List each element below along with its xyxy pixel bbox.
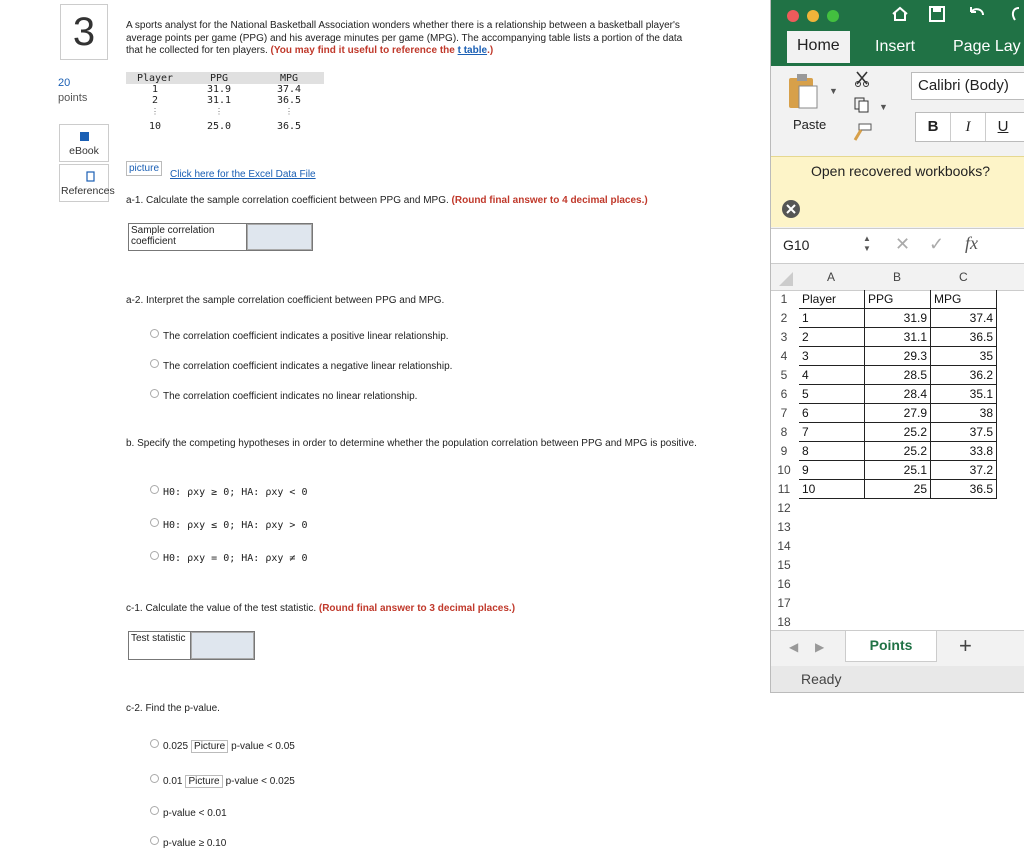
excel-titlebar bbox=[771, 0, 1024, 66]
spreadsheet-cell[interactable]: 37.4 bbox=[931, 309, 997, 328]
spreadsheet-cell[interactable]: 28.4 bbox=[865, 385, 931, 404]
undo-icon[interactable] bbox=[967, 6, 989, 22]
table-row: ⋮ ⋮ ⋮ bbox=[151, 107, 293, 116]
redo-icon[interactable] bbox=[1009, 6, 1023, 22]
column-header-a[interactable]: A bbox=[827, 270, 836, 284]
c1-answer-box bbox=[128, 631, 255, 660]
row-header[interactable]: 17 bbox=[777, 596, 791, 610]
radio-icon[interactable] bbox=[150, 485, 159, 494]
spreadsheet-cell[interactable]: 5 bbox=[799, 385, 865, 404]
minimize-window-icon[interactable] bbox=[807, 10, 819, 22]
c2-option-4[interactable]: p-value ≥ 0.10 bbox=[150, 838, 226, 849]
correlation-input[interactable] bbox=[247, 224, 312, 250]
spreadsheet-cell[interactable]: 36.5 bbox=[931, 328, 997, 347]
save-icon[interactable] bbox=[929, 6, 945, 22]
radio-icon[interactable] bbox=[150, 329, 159, 338]
points-label: points bbox=[58, 92, 88, 104]
c2-question: c-2. Find the p-value. bbox=[126, 703, 220, 714]
tab-insert[interactable]: Insert bbox=[875, 38, 916, 55]
ribbon bbox=[771, 66, 1024, 156]
table-header: MPG bbox=[254, 72, 324, 84]
spreadsheet-cell[interactable]: 27.9 bbox=[865, 404, 931, 423]
spreadsheet-cell[interactable]: 29.3 bbox=[865, 347, 931, 366]
spreadsheet-cell[interactable]: PPG bbox=[865, 290, 931, 309]
radio-icon[interactable] bbox=[150, 774, 159, 783]
b-option-1[interactable]: H0: ρxy ≥ 0; HA: ρxy < 0 bbox=[150, 487, 308, 498]
row-header[interactable]: 10 bbox=[777, 463, 791, 477]
spreadsheet-cell[interactable]: 8 bbox=[799, 442, 865, 461]
spreadsheet-cell[interactable]: 36.5 bbox=[931, 480, 997, 499]
b-option-3[interactable]: H0: ρxy = 0; HA: ρxy ≠ 0 bbox=[150, 553, 308, 564]
ebook-label: eBook bbox=[69, 145, 99, 157]
spreadsheet-cell[interactable]: 28.5 bbox=[865, 366, 931, 385]
spreadsheet-cell[interactable]: 36.2 bbox=[931, 366, 997, 385]
data-table bbox=[126, 72, 324, 132]
recovered-banner bbox=[771, 156, 1024, 227]
test-statistic-input[interactable] bbox=[191, 632, 254, 659]
b-option-2[interactable]: H0: ρxy ≤ 0; HA: ρxy > 0 bbox=[150, 520, 308, 531]
spreadsheet-cell[interactable]: 25 bbox=[865, 480, 931, 499]
bold-button[interactable]: B bbox=[916, 113, 951, 141]
spreadsheet-cell[interactable]: 4 bbox=[799, 366, 865, 385]
row-header[interactable]: 4 bbox=[780, 349, 788, 363]
row-header[interactable]: 18 bbox=[777, 615, 791, 629]
document-icon bbox=[85, 171, 96, 182]
question-number: 3 bbox=[60, 4, 108, 60]
zoom-window-icon[interactable] bbox=[827, 10, 839, 22]
home-icon[interactable] bbox=[891, 6, 909, 22]
radio-icon[interactable] bbox=[150, 836, 159, 845]
spreadsheet-cell[interactable]: 10 bbox=[799, 480, 865, 499]
c1-question: c-1. Calculate the value of the test statistic. (Round final answer to 3 decimal places.) bbox=[126, 603, 516, 614]
italic-button[interactable]: I bbox=[951, 113, 986, 141]
excel-data-link[interactable]: Click here for the Excel Data File bbox=[170, 169, 316, 180]
underline-button[interactable]: U bbox=[997, 118, 1009, 135]
book-icon bbox=[79, 131, 90, 142]
spreadsheet-cell[interactable]: MPG bbox=[931, 290, 997, 309]
intro-text: A sports analyst for the National Basketball Association wonders whether there is a relationship between a basketball player's average points per game (PPG) and his average minutes per game (MPG). The accompanying table lists a portion of the data that he collected for ten players. bbox=[126, 20, 683, 56]
a2-option-none[interactable]: The correlation coefficient indicates no linear relationship. bbox=[150, 391, 417, 402]
spreadsheet-cell[interactable]: 1 bbox=[799, 309, 865, 328]
prev-sheet-icon[interactable]: ◀ bbox=[789, 640, 799, 654]
sheet-tab-points[interactable]: Points bbox=[845, 631, 937, 662]
tab-page-layout[interactable]: Page Lay bbox=[953, 38, 1021, 55]
close-window-icon[interactable] bbox=[787, 10, 799, 22]
format-buttons bbox=[915, 112, 1024, 142]
spreadsheet-cell[interactable]: 31.1 bbox=[865, 328, 931, 347]
spreadsheet-cell[interactable]: 25.1 bbox=[865, 461, 931, 480]
table-header: Player bbox=[126, 72, 184, 84]
paste-icon[interactable] bbox=[785, 72, 821, 112]
row-header[interactable]: 2 bbox=[780, 311, 788, 325]
table-row: 2 31.1 36.5 bbox=[151, 95, 302, 106]
radio-icon[interactable] bbox=[150, 359, 159, 368]
spreadsheet-cell[interactable]: 38 bbox=[931, 404, 997, 423]
references-label: References bbox=[61, 185, 115, 197]
sheet-tab-bar bbox=[771, 630, 1024, 667]
spreadsheet-cell[interactable]: 2 bbox=[799, 328, 865, 347]
spreadsheet-cell[interactable]: 33.8 bbox=[931, 442, 997, 461]
row-header[interactable]: 15 bbox=[777, 558, 791, 572]
row-header[interactable]: 14 bbox=[777, 539, 791, 553]
format-painter-icon[interactable] bbox=[851, 122, 873, 144]
spreadsheet-cell[interactable]: 6 bbox=[799, 404, 865, 423]
column-header-c[interactable]: C bbox=[959, 270, 968, 284]
references-button[interactable] bbox=[59, 164, 115, 202]
a1-answer-box bbox=[128, 223, 313, 251]
tab-home[interactable]: Home bbox=[787, 31, 850, 63]
b-question: b. Specify the competing hypotheses in order to determine whether the population correlation between PPG and MPG is positive. bbox=[126, 438, 697, 449]
row-header[interactable]: 5 bbox=[780, 368, 788, 382]
row-header[interactable]: 9 bbox=[780, 444, 788, 458]
copy-chevron-icon[interactable]: ▼ bbox=[879, 102, 888, 112]
confirm-icon[interactable]: ✓ bbox=[929, 234, 945, 254]
c2-option-3[interactable]: p-value < 0.01 bbox=[150, 808, 227, 819]
row-header[interactable]: 12 bbox=[777, 501, 791, 515]
spreadsheet-cell[interactable]: 37.2 bbox=[931, 461, 997, 480]
spreadsheet-cell[interactable]: 35 bbox=[931, 347, 997, 366]
radio-icon[interactable] bbox=[150, 518, 159, 527]
select-all-icon[interactable] bbox=[775, 270, 795, 288]
spreadsheet-cell[interactable]: 25.2 bbox=[865, 442, 931, 461]
excel-window bbox=[770, 0, 1024, 693]
picture-label: picture bbox=[126, 161, 162, 176]
spreadsheet-cell[interactable]: 9 bbox=[799, 461, 865, 480]
radio-icon[interactable] bbox=[150, 389, 159, 398]
t-table-link[interactable]: t table bbox=[457, 45, 488, 56]
row-header[interactable]: 6 bbox=[780, 387, 788, 401]
next-sheet-icon[interactable]: ▶ bbox=[815, 640, 825, 654]
status-text: Ready bbox=[801, 671, 842, 687]
formula-bar bbox=[771, 228, 1024, 264]
radio-icon[interactable] bbox=[150, 551, 159, 560]
spreadsheet-cell[interactable]: 37.5 bbox=[931, 423, 997, 442]
spreadsheet-cell[interactable]: 35.1 bbox=[931, 385, 997, 404]
a2-option-negative[interactable]: The correlation coefficient indicates a negative linear relationship. bbox=[150, 361, 452, 372]
row-header[interactable]: 1 bbox=[780, 292, 788, 306]
radio-icon[interactable] bbox=[150, 739, 159, 748]
radio-icon[interactable] bbox=[150, 806, 159, 815]
ebook-button[interactable] bbox=[59, 124, 109, 162]
a1-box-label: Sample correlation coefficient bbox=[129, 224, 247, 250]
a2-question: a-2. Interpret the sample correlation coefficient between PPG and MPG. bbox=[126, 295, 445, 306]
table-header: PPG bbox=[184, 72, 254, 84]
points-value: 20 bbox=[58, 77, 71, 89]
paste-chevron-icon[interactable]: ▼ bbox=[829, 86, 838, 96]
copy-icon[interactable] bbox=[853, 96, 871, 114]
intro-warning: (You may find it useful to reference the bbox=[270, 45, 455, 56]
close-banner-icon[interactable] bbox=[781, 199, 801, 219]
question-intro bbox=[126, 20, 686, 58]
function-icon[interactable]: fx bbox=[965, 233, 978, 253]
spreadsheet-cell[interactable]: 25.2 bbox=[865, 423, 931, 442]
cut-icon[interactable] bbox=[853, 70, 871, 88]
row-header[interactable]: 7 bbox=[780, 406, 788, 420]
a2-option-positive[interactable]: The correlation coefficient indicates a positive linear relationship. bbox=[150, 331, 449, 342]
column-header-b[interactable]: B bbox=[893, 270, 902, 284]
add-sheet-button[interactable]: + bbox=[959, 633, 972, 658]
row-header[interactable]: 11 bbox=[777, 482, 791, 496]
row-header[interactable]: 13 bbox=[777, 520, 791, 534]
spreadsheet-cell[interactable]: Player bbox=[799, 290, 865, 309]
spreadsheet-cell[interactable]: 7 bbox=[799, 423, 865, 442]
name-box-stepper-icon[interactable]: ▲ ▼ bbox=[863, 234, 871, 253]
status-bar bbox=[771, 666, 1024, 692]
row-header[interactable]: 3 bbox=[780, 330, 788, 344]
a1-question: a-1. Calculate the sample correlation coefficient between PPG and MPG. (Round final answer to 4 decimal places.) bbox=[126, 195, 648, 206]
spreadsheet-cell[interactable]: 3 bbox=[799, 347, 865, 366]
paste-label: Paste bbox=[793, 117, 827, 132]
c2-option-1[interactable]: 0.025 Picture p-value < 0.05 bbox=[150, 740, 295, 753]
recovered-text[interactable]: Open recovered workbooks? bbox=[811, 163, 990, 179]
row-header[interactable]: 8 bbox=[780, 425, 788, 439]
c1-box-label: Test statistic bbox=[129, 632, 191, 659]
c2-option-2[interactable]: 0.01 Picture p-value < 0.025 bbox=[150, 775, 295, 788]
spreadsheet-cell[interactable]: 31.9 bbox=[865, 309, 931, 328]
intro-end: .) bbox=[487, 45, 494, 56]
name-box[interactable]: G10 bbox=[783, 237, 810, 253]
table-row: 1 31.9 37.4 bbox=[151, 84, 302, 95]
row-header[interactable]: 16 bbox=[777, 577, 791, 591]
font-name-select[interactable]: Calibri (Body) bbox=[911, 72, 1024, 100]
spreadsheet-grid bbox=[771, 266, 1024, 630]
table-row: 10 25.0 36.5 bbox=[148, 121, 302, 132]
cancel-icon[interactable]: ✕ bbox=[895, 234, 911, 254]
points-info bbox=[58, 76, 87, 106]
